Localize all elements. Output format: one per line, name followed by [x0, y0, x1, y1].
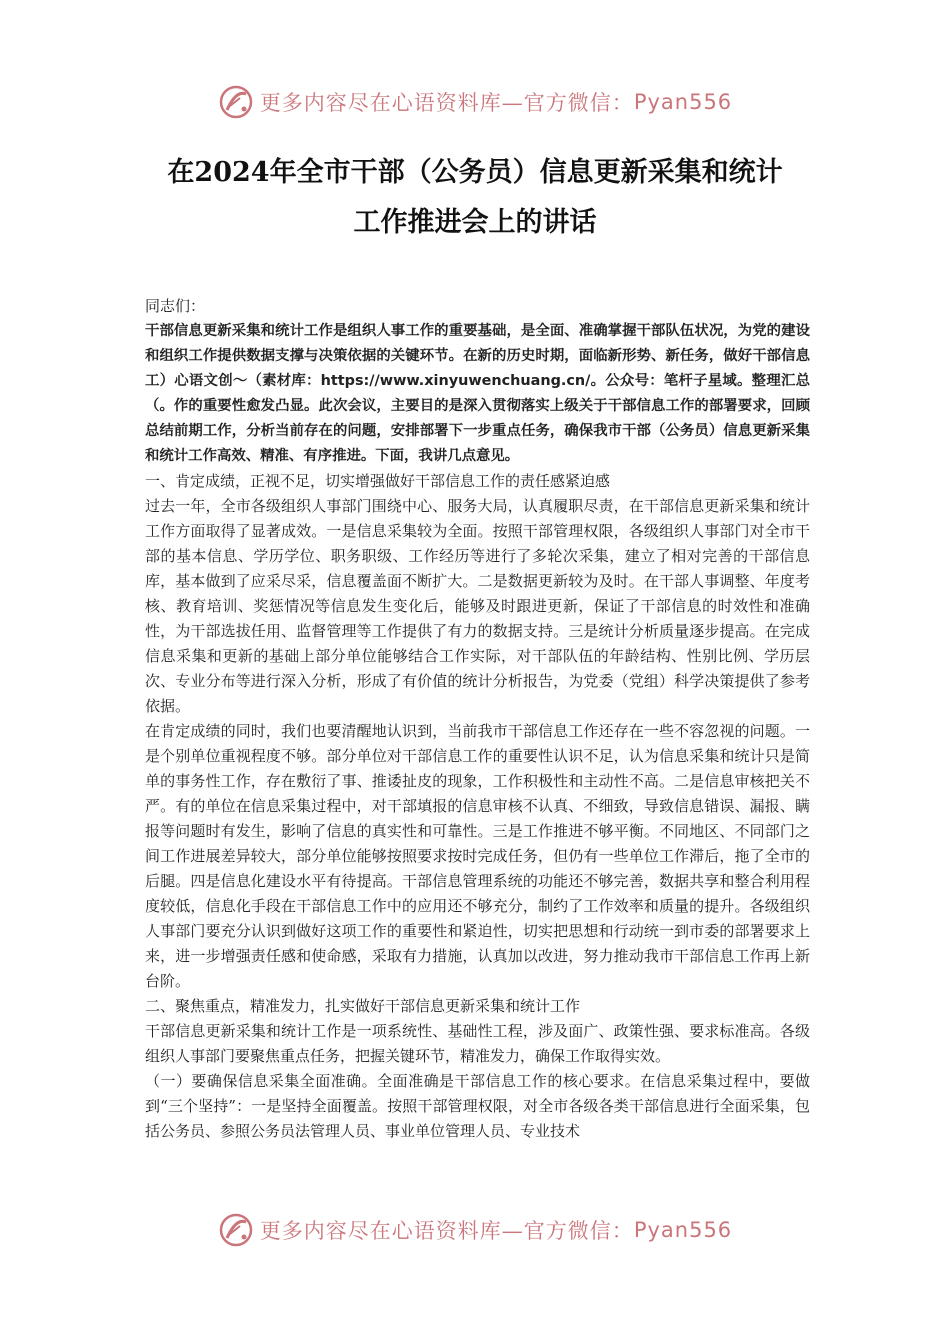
intro-paragraph: 干部信息更新采集和统计工作是组织人事工作的重要基础，是全面、准确掌握干部队伍状况，为党的建设和组织工作提供数据支撑与决策依据的关键环节。在新的历史时期，面临新形势、新任务，做好干部信息工）心语文创～（素材库：https://www.xinyuwenchuang.cn/。公众号：笔杆子星域。整理汇总（。作的重要性愈发凸显。此次会议，主要目的是深入贯彻落实上级关于干部信息工作的部署要求，回顾总结前期工作，分析当前存在的问题，安排部署下一步重点任务，确保我市干部（公务员）信息更新采集和统计工作高效、精准、有序推进。下面，我讲几点意见。 — [145, 323, 810, 464]
watermark-header — [0, 82, 950, 122]
pen-logo-icon — [218, 84, 254, 120]
title-line-1: 在2024年全市干部（公务员）信息更新采集和统计 — [167, 157, 783, 188]
watermark-account: Pyan556 — [633, 1218, 733, 1242]
pen-logo-icon — [218, 1212, 254, 1248]
title-line-2: 工作推进会上的讲话 — [353, 207, 597, 238]
section-2-heading: 二、聚焦重点，精准发力，扎实做好干部信息更新采集和统计工作 — [145, 997, 581, 1015]
section-1-heading: 一、肯定成绩，正视不足，切实增强做好干部信息工作的责任感紧迫感 — [145, 472, 611, 490]
watermark-footer — [0, 1210, 950, 1250]
document-title — [80, 148, 870, 248]
watermark-account: Pyan556 — [633, 90, 733, 114]
watermark-text: 更多内容尽在心语资料库—官方微信： — [259, 91, 634, 115]
document-body — [145, 294, 810, 1144]
salutation: 同志们： — [145, 297, 206, 315]
section-1-paragraph-1: 过去一年，全市各级组织人事部门围绕中心、服务大局，认真履职尽责，在干部信息更新采集和统计工作方面取得了显著成效。一是信息采集较为全面。按照干部管理权限，各级组织人事部门对全市干部的基本信息、学历学位、职务职级、工作经历等进行了多轮次采集，建立了相对完善的干部信息库，基本做到了应采尽采，信息覆盖面不断扩大。二是数据更新较为及时。在干部人事调整、年度考核、教育培训、奖惩情况等信息发生变化后，能够及时跟进更新，保证了干部信息的时效性和准确性，为干部选拔任用、监督管理等工作提供了有力的数据支持。三是统计分析质量逐步提高。在完成信息采集和更新的基础上部分单位能够结合工作实际，对干部队伍的年龄结构、性别比例、学历层次、专业分布等进行深入分析，形成了有价值的统计分析报告，为党委（党组）科学决策提供了参考依据。 — [145, 497, 810, 715]
watermark-text: 更多内容尽在心语资料库—官方微信： — [259, 1219, 634, 1243]
section-1-paragraph-2: 在肯定成绩的同时，我们也要清醒地认识到，当前我市干部信息工作还存在一些不容忽视的问题。一是个别单位重视程度不够。部分单位对干部信息工作的重要性认识不足，认为信息采集和统计只是简单的事务性工作，存在敷衍了事、推诿扯皮的现象，工作积极性和主动性不高。二是信息审核把关不严。有的单位在信息采集过程中，对干部填报的信息审核不认真、不细致，导致信息错误、漏报、瞒报等问题时有发生，影响了信息的真实性和可靠性。三是工作推进不够平衡。不同地区、不同部门之间工作进展差异较大，部分单位能够按照要求按时完成任务，但仍有一些单位工作滞后，拖了全市的后腿。四是信息化建设水平有待提高。干部信息管理系统的功能还不够完善，数据共享和整合利用程度较低，信息化手段在干部信息工作中的应用还不够充分，制约了工作效率和质量的提升。各级组织人事部门要充分认识到做好这项工作的重要性和紧迫性，切实把思想和行动统一到市委的部署要求上来，进一步增强责任感和使命感，采取有力措施，认真加以改进，努力推动我市干部信息工作再上新台阶。 — [145, 722, 810, 990]
section-2-paragraph-2: （一）要确保信息采集全面准确。全面准确是干部信息工作的核心要求。在信息采集过程中，要做到“三个坚持”：一是坚持全面覆盖。按照干部管理权限，对全市各级各类干部信息进行全面采集，包括公务员、参照公务员法管理人员、事业单位管理人员、专业技术 — [145, 1072, 810, 1140]
section-2-paragraph-1: 干部信息更新采集和统计工作是一项系统性、基础性工程，涉及面广、政策性强、要求标准高。各级组织人事部门要聚焦重点任务，把握关键环节，精准发力，确保工作取得实效。 — [145, 1022, 810, 1065]
